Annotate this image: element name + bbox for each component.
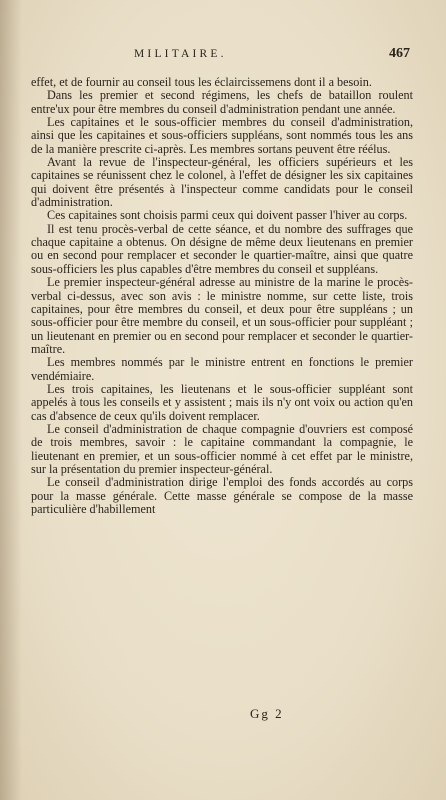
signature-mark: Gg 2 xyxy=(250,706,284,721)
paragraph: Dans les premier et second régimens, les chefs de bataillon roulent entre'ux pour être membres du conseil d'administration pendant une année. xyxy=(31,88,413,116)
paragraph: Les trois capitaines, les lieutenans et le sous-officier suppléant sont appelés à tous les conseils et y assistent ; mais ils n'y ont voix ou action qu'en cas d'absence de ceux qu'ils doivent remplacer. xyxy=(31,381,413,423)
paragraph: Les capitaines et le sous-officier membres du conseil d'administration, ainsi que les capitaines et sous-officiers suppléans, sont nommés tous les ans de la manière prescrite ci-après. Les membres sortans peuvent être réélus. xyxy=(31,115,413,156)
page-number: 467 xyxy=(389,46,410,61)
page-header xyxy=(34,48,410,68)
paragraph: Le premier inspecteur-général adresse au ministre de la marine le procès-verbal ci-dessus, avec son avis : le ministre nomme, sur cette liste, trois capitaines, pour être membres du conseil, et deux pour être suppléans ; un sous-officier pour être membre du conseil, et un sous-officier pour suppléant ; un lieutenant en premier ou en second pour remplacer et seconder le quartier-maître. xyxy=(31,275,413,356)
paragraph: effet, et de fournir au conseil tous les éclaircissemens dont il a besoin. xyxy=(31,75,372,89)
paragraph: Les membres nommés par le ministre entrent en fonctions le premier vendémiaire. xyxy=(31,355,413,383)
gutter-shadow xyxy=(0,0,22,800)
running-head: MILITAIRE. xyxy=(134,48,227,60)
body-text xyxy=(31,76,413,516)
paragraph: Avant la revue de l'inspecteur-général, les officiers supérieurs et les capitaines se réunissent chez le colonel, à l'effet de désigner les six capitaines qui doivent être présentés à l'inspecteur comme candidats pour le conseil d'administration. xyxy=(31,155,413,210)
paragraph: Ces capitaines sont choisis parmi ceux qui doivent passer l'hiver au corps. xyxy=(47,208,408,223)
paragraph: Le conseil d'administration de chaque compagnie d'ouvriers est composé de trois membres, savoir : le capitaine commandant la compagnie, le lieutenant en premier, et un sous-officier nommé à cet effet par le ministre, sur la présentation du premier inspecteur-général. xyxy=(31,421,413,476)
paragraph: Il est tenu procès-verbal de cette séance, et du nombre des suffrages que chaque capitaine a obtenus. On désigne de même deux lieutenans en premier ou en second pour remplacer et seconder le quartier-maître, ainsi que quatre sous-officiers les plus capables d'être membres du conseil et suppléans. xyxy=(31,221,413,276)
paragraph: Le conseil d'administration dirige l'emploi des fonds accordés au corps pour la masse générale. Cette masse générale se compose de la masse particulière d'habillement xyxy=(31,475,413,516)
